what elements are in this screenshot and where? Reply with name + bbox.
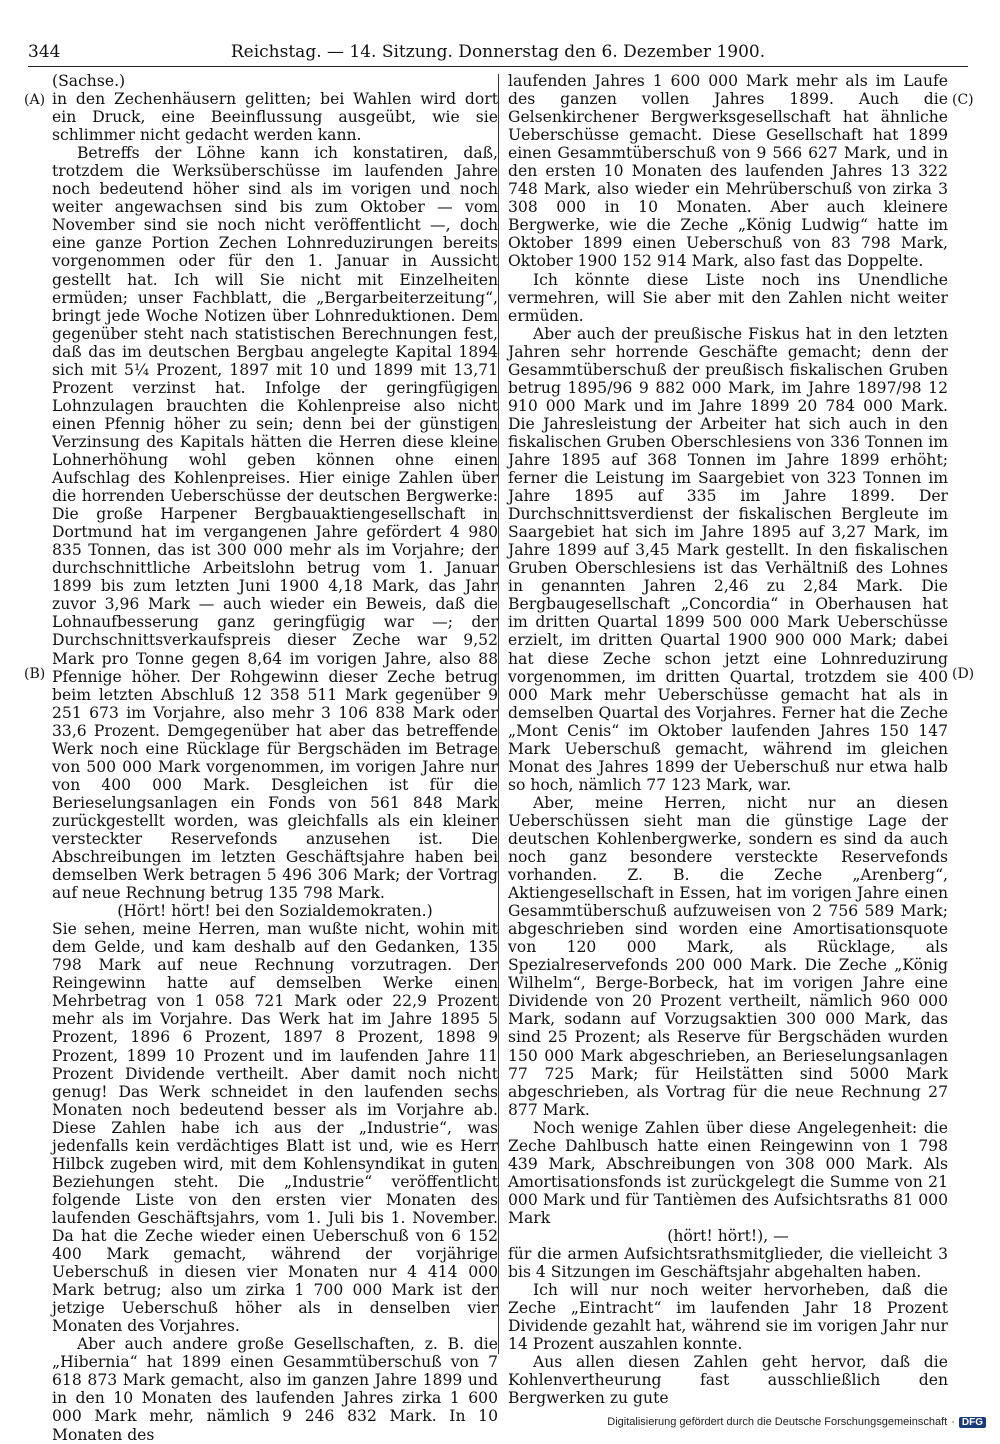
page-header <box>28 40 968 67</box>
paragraph: Aber auch andere große Gesellschaften, z. B. die „Hibernia“ hat 1899 einen Gesammtüberschuß von 7 618 873 Mark gemacht, also im ganzen Jahre 1899 und in den 10 Monaten des laufenden Jahres zirka 1 600 000 Mark mehr, nämlich 9 246 832 Mark. In 10 Monaten des <box>52 1335 498 1444</box>
digitization-credit <box>607 1416 986 1428</box>
paragraph: laufenden Jahres 1 600 000 Mark mehr als im Laufe des ganzen vollen Jahres 1899. Auch die Gelsenkirchener Bergwerksgesellschaft hat ähnliche Ueberschüsse gemacht. Diese Gesellschaft hat 1899 einen Gesammtüberschuß von 9 566 627 Mark, und in den ersten 10 Monaten des laufenden Jahres 13 322 748 Mark, also wieder ein Mehrüberschuß von zirka 3 308 000 in 10 Monaten. Aber auch kleinere Bergwerke, wie die Zeche „König Ludwig“ hatte im Oktober 1899 einen Ueberschuß von 83 798 Mark, Oktober 1900 152 914 Mark, also fast das Doppelte. <box>508 72 948 271</box>
paragraph: Betreffs der Löhne kann ich konstatiren, daß, trotzdem die Werksüberschüsse im laufenden Jahre noch bedeutend höher sind als im vorigen und noch weiter angewachsen sind bis zum Oktober — vom November sind sie noch nicht veröffentlicht —, doch eine ganze Portion Zechen Lohnreduzirungen bereits vorgenommen oder für den 1. Januar in Aussicht gestellt hat. Ich will Sie nicht mit Einzelheiten ermüden; unser Fachblatt, die „Bergarbeiterzeitung“, bringt jede Woche Notizen über Lohnreduktionen. Dem gegenüber steht nach statistischen Berechnungen fest, daß das im deutschen Bergbau angelegte Kapital 1894 sich mit 5¼ Prozent, 1897 mit 10 und 1899 mit 13,71 Prozent verzinst hat. Infolge der geringfügigen Lohnzulagen brauchten die Kohlenpreise also nicht einen Pfennig höher zu sein; denn bei der günstigen Verzinsung des Kapitals hätten die Herren diese kleine Lohnerhöhung wohl geben können ohne einen Aufschlag des Kohlenpreises. Hier einige Zahlen über die horrenden Ueberschüsse der deutschen Bergwerke: Die große Harpener Bergbauaktiengesellschaft in Dortmund hat im vergangenen Jahre gefördert 4 980 835 Tonnen, das ist 300 000 mehr als im Vorjahre; der durchschnittliche Arbeitslohn betrug vom 1. Januar 1899 bis zum letzten Juni 1900 4,18 Mark, das Jahr zuvor 3,96 Mark — auch wieder ein Beweis, daß die Lohnaufbesserung ganz geringfügig war —; der Durchschnittsverkaufspreis dieser Zeche war 9,52 Mark pro Tonne gegen 8,64 im vorigen Jahre, also 88 Pfennige höher. Der Rohgewinn dieser Zeche betrug beim letzten Abschluß 12 358 511 Mark gegenüber 9 251 673 im Vorjahre, also mehr 3 106 838 Mark oder 33,6 Prozent. Demgegenüber hat aber das betreffende Werk noch eine Rücklage für Bergschäden im Betrage von 500 000 Mark vorgenommen, im vorigen Jahre nur von 400 000 Mark. Desgleichen ist für die Berieselungsanlagen ein Fonds von 561 848 Mark zurückgestellt worden, was gleichfalls als ein kleiner versteckter Reservefonds anzusehen ist. Die Abschreibungen im letzten Geschäftsjahre haben bei demselben Werk betragen 5 496 306 Mark; der Vortrag auf neue Rechnung betrug 135 798 Mark. <box>52 144 498 903</box>
margin-mark-a: (A) <box>24 92 46 108</box>
paragraph: Aber, meine Herren, nicht nur an diesen Ueberschüssen sieht man die günstige Lage der deutschen Kohlenbergwerke, sondern es sind da auch noch ganz besondere versteckte Reservefonds vorhanden. Z. B. die Zeche „Arenberg“, Aktiengesellschaft in Essen, hat im vorigen Jahre einen Gesammtüberschuß aufzuweisen von 2 756 589 Mark; abgeschrieben sind worden eine Amortisationsquote von 120 000 Mark, als Rücklage, als Spezialreservefonds 200 000 Mark. Die Zeche „König Wilhelm“, Berge-Borbeck, hat im vorigen Jahre eine Dividende von 20 Prozent vertheilt, nämlich 960 000 Mark, sodann auf Vorzugsaktien 300 000 Mark, das sind 25 Prozent; als Reserve für Bergschäden wurden 150 000 Mark abgeschrieben, an Berieselungsanlagen 77 725 Mark; für Heilstätten sind 5000 Mark abgeschrieben, als Vortrag für die neue Rechnung 27 877 Mark. <box>508 793 948 1119</box>
dfg-logo: DFG <box>959 1417 986 1428</box>
margin-mark-d: (D) <box>952 666 975 682</box>
credit-separator: · <box>951 1416 955 1428</box>
paragraph: Aus allen diesen Zahlen geht hervor, daß die Kohlenvertheurung fast ausschließlich den Bergwerken zu gute <box>508 1353 948 1408</box>
interjection: (Hört! hört! bei den Sozialdemokraten.) <box>117 902 433 921</box>
margin-mark-c: (C) <box>952 92 974 108</box>
margin-mark-b: (B) <box>24 666 46 682</box>
paragraph: Aber auch der preußische Fiskus hat in den letzten Jahren sehr horrende Geschäfte gemacht; denn der Gesammtüberschuß der preußisch fiskalischen Gruben betrug 1895/96 9 882 000 Mark, im Jahre 1897/98 12 910 000 Mark und im Jahre 1899 20 784 000 Mark. Die Jahresleistung der Arbeiter hat sich auch in den fiskalischen Gruben Oberschlesiens von 336 Tonnen im Jahre 1895 auf 368 Tonnen im Jahre 1899 erhöht; ferner die Leistung im Saargebiet von 323 Tonnen im Jahre 1895 auf 335 im Jahre 1899. Der Durchschnittsverdienst der fiskalischen Bergleute im Saargebiet hat sich im Jahre 1895 auf 3,27 Mark, im Jahre 1899 auf 3,45 Mark gestellt. In den fiskalischen Gruben Oberschlesiens ist das Verhältniß des Lohnes in genannten Jahren 2,46 zu 2,84 Mark. Die Bergbaugesellschaft „Concordia“ in Oberhausen hat im dritten Quartal 1899 500 000 Mark Ueberschüsse erzielt, im dritten Quartal 1900 900 000 Mark; dabei hat diese Zeche schon jetzt eine Lohnreduzirung vorgenommen, im dritten Quartal, trotzdem sie 400 000 Mark mehr Ueberschüsse gemacht hat als in demselben Quartal des Vorjahres. Ferner hat die Zeche „Mont Cenis“ im Oktober laufenden Jahres 150 147 Mark Ueberschuß gemacht, während im gleichen Monat des Jahres 1899 der Ueberschuß nur etwa halb so hoch, nämlich 77 123 Mark, war. <box>508 324 948 794</box>
credit-text: Digitalisierung gefördert durch die Deutsche Forschungsgemeinschaft <box>607 1416 948 1428</box>
running-title: Reichstag. — 14. Sitzung. Donnerstag den 6. Dezember 1900. <box>230 42 766 62</box>
paragraph: Ich könnte diese Liste noch ins Unendliche vermehren, will Sie aber mit den Zahlen nicht weiter ermüden. <box>508 270 948 325</box>
paragraph: Noch wenige Zahlen über diese Angelegenheit: die Zeche Dahlbusch hatte einen Reingewinn von 1 798 439 Mark, Abschreibungen von 308 000 Mark. Als Amortisationsfonds ist zurückgelegt die Summe von 21 000 Mark und für Tantièmen des Aufsichtsraths 81 000 Mark <box>508 1118 948 1227</box>
right-column <box>508 72 948 1407</box>
paragraph: Ich will nur noch weiter hervorheben, daß die Zeche „Eintracht“ im laufenden Jahr 18 Prozent Dividende gezahlt hat, während sie im vorigen Jahr nur 14 Prozent auszahlen konnte. <box>508 1281 948 1354</box>
paragraph: für die armen Aufsichtsrathsmitglieder, die vielleicht 3 bis 4 Sitzungen im Geschäftsjahr abgehalten haben. <box>508 1245 948 1282</box>
interjection: (hört! hört!), — <box>667 1227 789 1245</box>
column-divider <box>498 74 499 1354</box>
paragraph: in den Zechenhäusern gelitten; bei Wahlen wird dort ein Druck, eine Beeinflussung ausgeübt, wie sie schlimmer nicht gedacht werden kann. <box>52 90 498 145</box>
paragraph: Sie sehen, meine Herren, man wußte nicht, wohin mit dem Gelde, und kam deshalb auf den Gedanken, 135 798 Mark auf neue Rechnung vorzutragen. Der Reingewinn hatte auf demselben Werke einen Mehrbetrag von 1 058 721 Mark oder 22,9 Prozent mehr als im Vorjahre. Das Werk hat im Jahre 1895 5 Prozent, 1896 6 Prozent, 1897 8 Prozent, 1898 9 Prozent, 1899 10 Prozent und im laufenden Jahre 11 Prozent Dividende vertheilt. Aber damit noch nicht genug! Das Werk schneidet in den laufenden sechs Monaten noch bedeutend besser als im Vorjahre ab. Diese Zahlen habe ich aus der „Industrie“, was jedenfalls kein verdächtiges Blatt ist und, wie es Herr Hilbck zugeben wird, mit dem Kohlensyndikat in guten Beziehungen steht. Die „Industrie“ veröffentlicht folgende Liste von den ersten vier Monaten des laufenden Geschäftsjahrs, vom 1. Juli bis 1. November. Da hat die Zeche wieder einen Ueberschuß von 6 152 400 Mark gemacht, während der vorjährige Ueberschuß in diesen vier Monaten nur 4 414 000 Mark betrug; also um zirka 1 700 000 Mark ist der jetzige Ueberschuß höher als in denselben vier Monaten des Vorjahres. <box>52 920 498 1336</box>
page-number: 344 <box>28 42 61 62</box>
left-column <box>52 72 498 1444</box>
speaker-label: (Sachse.) <box>52 72 126 90</box>
